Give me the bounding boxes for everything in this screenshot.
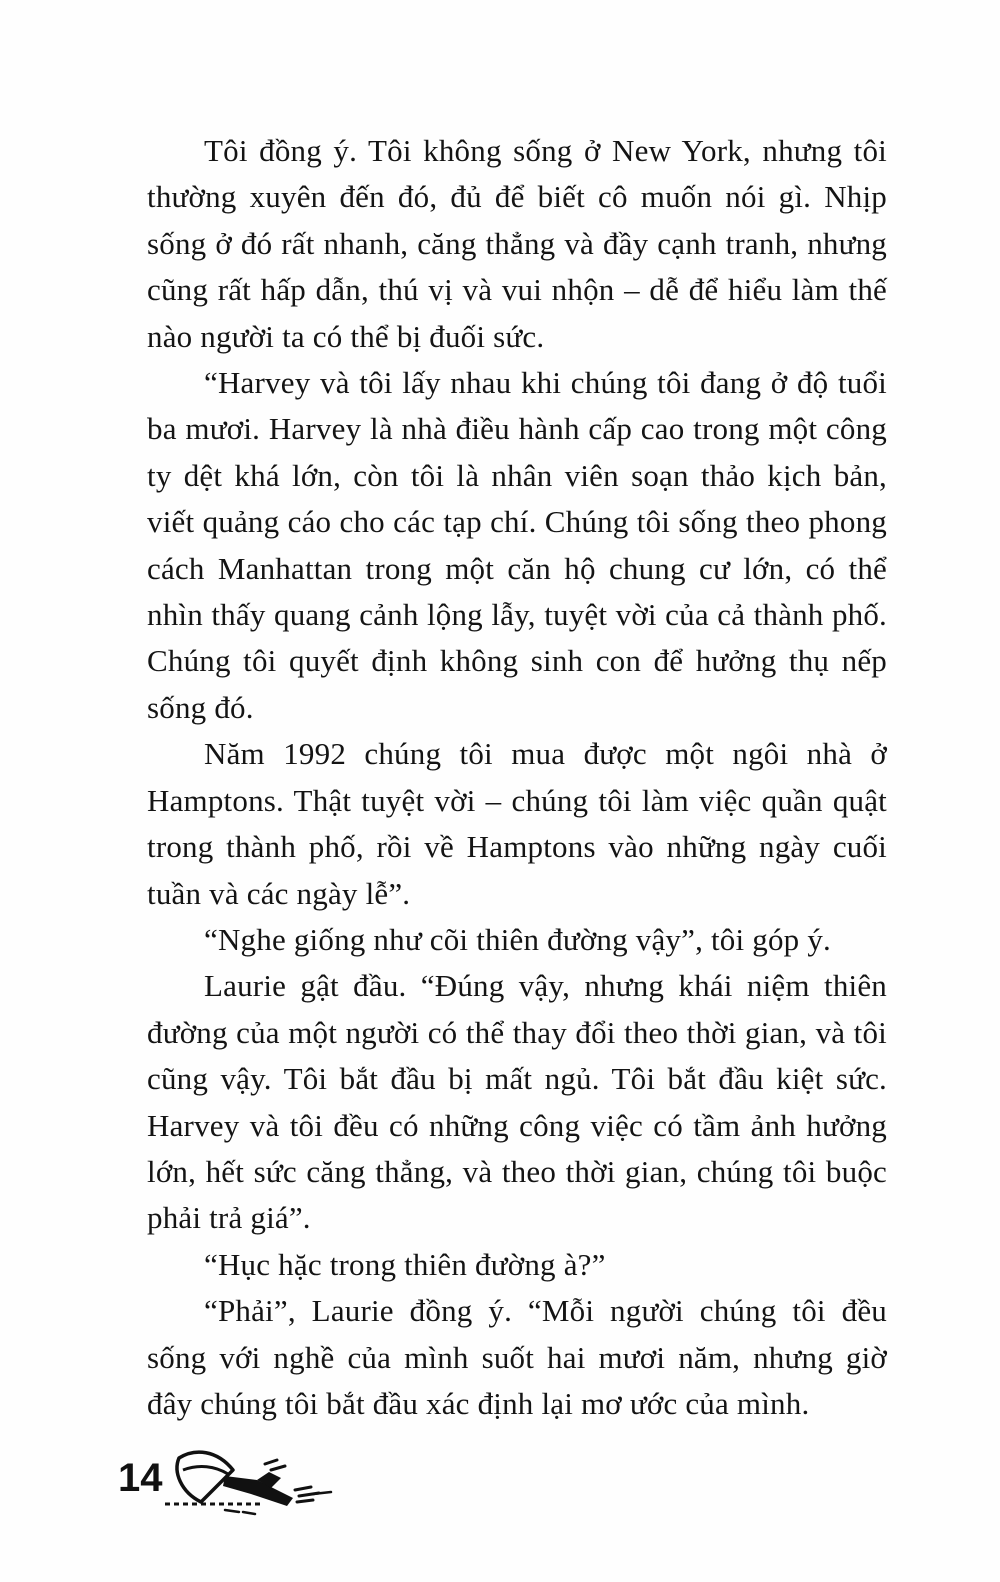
paragraph: “Harvey và tôi lấy nhau khi chúng tôi đang ở độ tuổi ba mươi. Harvey là nhà điều hành cấp cao trong một công ty dệt khá lớn, còn tôi là nhân viên soạn thảo kịch bản, viết quảng cáo cho các tạp chí. Chúng tôi sống theo phong cách Manhattan trong một căn hộ chung cư lớn, có thể nhìn thấy quang cảnh lộng lẫy, tuyệt vời của cả thành phố. Chúng tôi quyết định không sinh con để hưởng thụ nếp sống đó. [147, 365, 887, 725]
paragraph: Năm 1992 chúng tôi mua được một ngôi nhà ở Hamptons. Thật tuyệt vời – chúng tôi làm việc quần quật trong thành phố, rồi về Hamptons vào những ngày cuối tuần và các ngày lễ”. [147, 736, 887, 911]
paragraph: “Nghe giống như cõi thiên đường vậy”, tôi góp ý. [204, 921, 831, 957]
paragraph: “Phải”, Laurie đồng ý. “Mỗi người chúng tôi đều sống với nghề của mình suốt hai mươi năm, nhưng giờ đây chúng tôi bắt đầu xác định lại mơ ước của mình. [147, 1293, 887, 1421]
paragraph: “Hục hặc trong thiên đường à?” [204, 1246, 606, 1282]
body-text [147, 128, 887, 1427]
page-footer [118, 1444, 341, 1516]
paragraph: Laurie gật đầu. “Đúng vậy, nhưng khái niệm thiên đường của một người có thể thay đổi theo thời gian, và tôi cũng vậy. Tôi bắt đầu bị mất ngủ. Tôi bắt đầu kiệt sức. Harvey và tôi đều có những công việc có tầm ảnh hưởng lớn, hết sức căng thẳng, và theo thời gian, chúng tôi buộc phải trả giá”. [147, 968, 887, 1236]
page-number: 14 [118, 1456, 163, 1500]
paragraph: Tôi đồng ý. Tôi không sống ở New York, nhưng tôi thường xuyên đến đó, đủ để biết cô muốn nói gì. Nhịp sống ở đó rất nhanh, căng thẳng và đầy cạnh tranh, nhưng cũng rất hấp dẫn, thú vị và vui nhộn – dễ để hiểu làm thế nào người ta có thể bị đuối sức. [147, 133, 887, 354]
quill-sketch-icon [165, 1444, 341, 1516]
